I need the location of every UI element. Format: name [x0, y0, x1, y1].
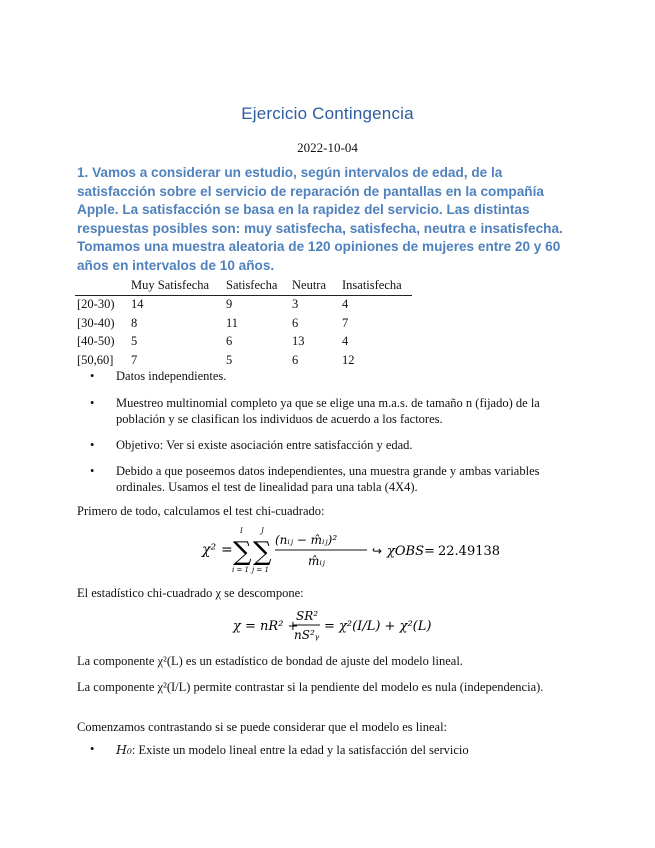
table-cell: 7 — [342, 315, 349, 330]
sum-i-top: I — [240, 527, 243, 535]
sum-j-symbol: ∑ — [253, 537, 272, 567]
formula-denominator: m̂ᵢⱼ — [308, 554, 325, 568]
table-header-cell: Insatisfecha — [340, 276, 412, 295]
table-cell: 13 — [292, 334, 305, 349]
decomposition-lhs: χ = nR² + — [233, 619, 299, 634]
table-cell: 9 — [226, 297, 233, 312]
bullet-text: Muestreo multinomial completo ya que se elige una m.a.s. de tamaño n (fijado) de la población y se clasifican los individuos de acuerdo a los factores. — [116, 396, 540, 426]
contingency-table — [75, 276, 412, 370]
list-item — [78, 437, 578, 453]
table-cell: 5 — [226, 352, 233, 367]
formula-numerator: (nᵢⱼ − m̂ᵢⱼ)² — [275, 533, 338, 547]
sum-j-top: J — [261, 527, 264, 535]
bullet-icon: • — [90, 369, 95, 383]
list-item — [78, 463, 578, 495]
h0-symbol: H₀ — [116, 742, 132, 757]
obs-value: 22.49138 — [438, 544, 501, 559]
list-item — [78, 395, 578, 427]
formula-lhs: χ² — [202, 542, 217, 558]
table-header-cell: Satisfecha — [224, 276, 290, 295]
bullet-list — [78, 368, 578, 505]
bullet-icon: • — [90, 396, 95, 410]
table-cell: 4 — [342, 334, 349, 349]
table-header-cell: Muy Satisfecha — [129, 276, 224, 295]
list-item — [78, 368, 578, 384]
h0-text: : Existe un modelo lineal entre la edad y la satisfacción del servicio — [131, 743, 469, 757]
table-cell: 11 — [226, 315, 239, 330]
table-cell: 6 — [226, 334, 233, 349]
table-header-corner — [75, 276, 129, 295]
table-row — [75, 351, 412, 370]
table-row — [75, 333, 412, 352]
bullet-text: Objetivo: Ver si existe asociación entre satisfacción y edad. — [116, 438, 413, 452]
table-cell: 12 — [342, 352, 355, 367]
table-cell: 3 — [292, 297, 299, 312]
document-title: Ejercicio Contingencia — [241, 104, 414, 123]
bullet-text: Datos independientes. — [116, 369, 227, 383]
table-row — [75, 314, 412, 333]
table-row — [75, 295, 412, 314]
table-cell: 8 — [131, 315, 138, 330]
table-cell: 4 — [342, 297, 349, 312]
question-text: 1. Vamos a considerar un estudio, según intervalos de edad, de la satisfacción sobre el servicio de reparación de pantallas en la compañía Apple. La satisfacción se basa en la rapidez del servicio. Las distintas respuestas posibles son: muy satisfecha, satisfecha, neutra e insatisfecha. Tomamos una muestra aleatoria de 120 opiniones de mujeres entre 20 y 60 años en intervalos de 10 años. — [77, 165, 563, 273]
document-date: 2022-10-04 — [297, 140, 358, 155]
chi-square-formula — [0, 524, 655, 576]
bullet-icon: • — [90, 438, 95, 452]
row-label: [40-50) — [77, 334, 115, 349]
row-label: [50,60] — [77, 352, 114, 367]
bullet-icon: • — [90, 742, 95, 756]
paragraph-decomposition: El estadístico chi-cuadrado χ se descompone: — [77, 586, 304, 600]
decomposition-denominator: nS²ᵧ — [294, 628, 320, 642]
hook-arrow-icon: ↪ — [372, 544, 383, 558]
sum-i-symbol: ∑ — [233, 537, 252, 567]
sum-i-bottom: i = 1 — [232, 566, 250, 574]
table-cell: 6 — [292, 352, 299, 367]
table-header-row — [75, 276, 412, 295]
paragraph-component-il: La componente χ²(I/L) permite contrastar si la pendiente del modelo es nula (independencia). — [77, 680, 544, 694]
table-cell: 14 — [131, 297, 144, 312]
table-header-cell: Neutra — [290, 276, 340, 295]
formula-equals: = — [221, 542, 233, 558]
row-label: [30-40) — [77, 315, 115, 330]
decomposition-formula — [0, 605, 655, 647]
paragraph-contrast-intro: Comenzamos contrastando si se puede considerar que el modelo es lineal: — [77, 720, 448, 734]
row-label: [20-30) — [77, 297, 115, 312]
bullet-icon: • — [90, 464, 95, 478]
table-cell: 6 — [292, 315, 299, 330]
paragraph-component-l: La componente χ²(L) es un estadístico de bondad de ajuste del modelo lineal. — [77, 654, 463, 668]
paragraph-chi-square-intro: Primero de todo, calculamos el test chi-cuadrado: — [77, 504, 325, 518]
sum-j-bottom: j = 1 — [252, 566, 269, 574]
table-cell: 5 — [131, 334, 138, 349]
table-cell: 7 — [131, 352, 138, 367]
decomposition-numerator: SR² — [296, 609, 319, 623]
decomposition-rhs: = χ²(I/L) + χ²(L) — [324, 619, 432, 634]
bullet-text: Debido a que poseemos datos independientes, una muestra grande y ambas variables ordinales. Usamos el test de linealidad para una tabla (4X4). — [116, 464, 540, 494]
obs-label: χOBS — [387, 544, 424, 559]
obs-equals: = — [424, 544, 435, 559]
